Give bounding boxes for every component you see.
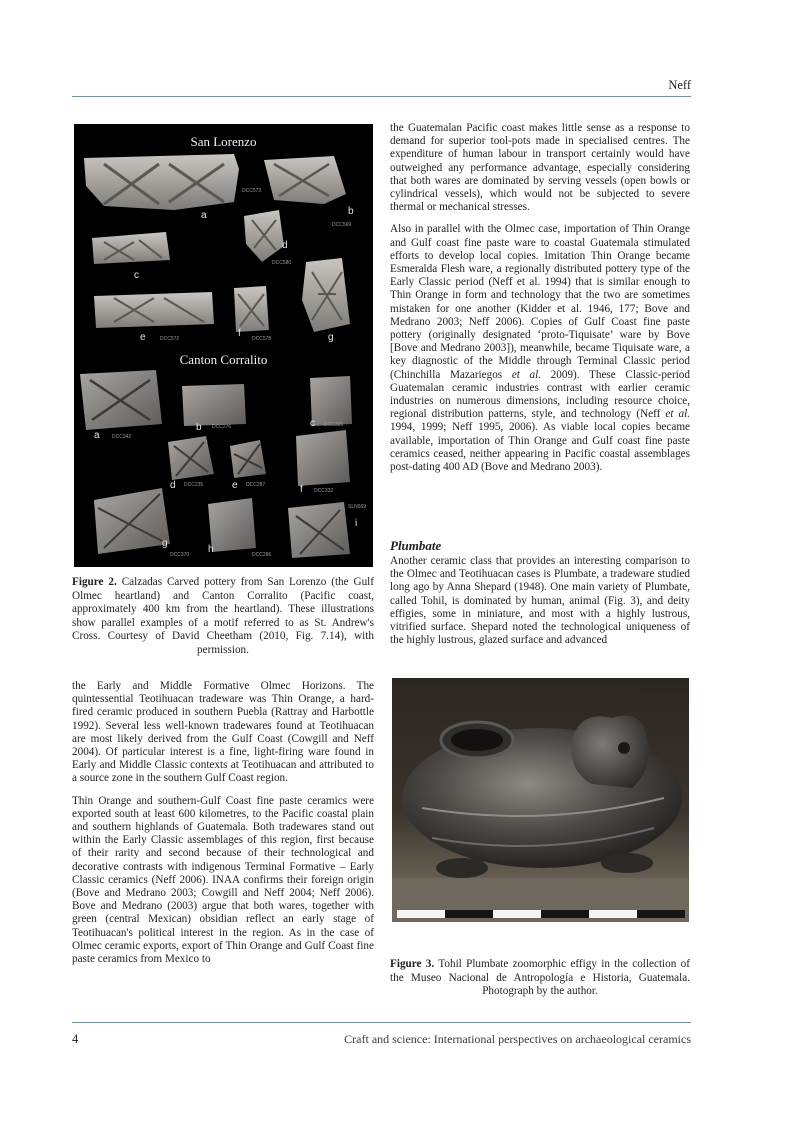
running-header-author: Neff [668,78,691,92]
pottery-sherds-illustration [74,124,373,567]
fig-label: d [282,240,288,251]
site-label-san-lorenzo: San Lorenzo [190,134,257,149]
caption-text: Tohil Plumbate zoomorphic effigy in the collection of the Museo Nacional de Antropología e Historia, Guatemala. Photograph by the author. [390,958,690,997]
catalog-number: DCC573 [242,188,262,194]
header-rule [72,96,691,97]
catalog-number: DCC572 [160,336,180,342]
caption-text: Calzadas Carved pottery from San Lorenzo (the Gulf Olmec heartland) and Canton Corralito (Pacific coast, approximately 400 km from the heartland). These illustrations show parallel examples of a motif referred to as St. Andrew's Cross. Courtesy of David Cheetham (2010, Fig. 7.14), with permission. [72,576,375,656]
catalog-number: SLN569 [348,504,367,510]
catalog-number: DCC342 [112,434,132,440]
paragraph [390,223,690,474]
text-run: et al. [665,408,690,421]
figure-3-caption [390,958,690,999]
fig-label: h [208,544,214,555]
catalog-number: DCC235 [184,482,204,488]
right-column [390,122,690,483]
caption-label: Figure 2. [72,576,117,588]
fig-label: c [134,270,139,281]
catalog-number: DCC370 [170,552,190,558]
fig-label: g [328,332,334,343]
caption-label: Figure 3. [390,958,435,970]
fig-label: e [140,332,146,343]
fig-label: i [355,518,358,529]
fig-label: e [232,480,238,491]
fig-label: c [310,418,315,429]
fig-label: b [348,206,354,217]
catalog-number: DCC569 [332,222,352,228]
catalog-number: DCC276 [212,424,232,430]
fig-label: b [196,422,202,433]
paragraph: the Guatemalan Pacific coast makes little sense as a response to demand for superior tool-pots made in specialised centres. The expenditure of human labour in transport certainly would have outweighed any performance advantage, especially considering that both wares are dominated by serving vessels (open bowls or cylindrical vessels), which would not be subjected to severe thermal or mechanical stresses. [390,122,690,214]
paragraph: the Early and Middle Formative Olmec Horizons. The quintessential Teotihuacan tradeware was Thin Orange, a hard-fired ceramic produced in southern Puebla (Rattray and Harbottle 1992). Several less well-known tradewares found at Teotihuacan are most likely derived from the Gulf Coast (Cowgill and Neff 2004). Of particular interest is a fine, light-firing ware found in Early and Middle Classic contexts at Teotihuacan and attributed to a source zone in the southern Gulf Coast region. [72,680,374,785]
figure-2-image [74,124,373,567]
paragraph: Another ceramic class that provides an interesting comparison to the Olmec and Teotihuacan cases is Plumbate, a tradeware studied long ago by Anna Shepard (1948). One main variety of Plumbate, called Tohil, is dominated by human, animal (Fig. 3), and deity effigies, some in miniature, and most with a highly lustrous, vitrified surface. Shepard noted the technological uniqueness of the highly lustrous, glazed surface and advanced [390,555,690,647]
figure-3-image [392,678,689,922]
site-label-canton-corralito: Canton Corralito [179,352,268,367]
left-column [72,680,374,975]
right-column-continued [390,555,690,656]
fig-label: g [162,538,168,549]
figure-2-caption [72,576,374,657]
text-run: et al. [511,368,542,381]
fig-label: f [238,328,241,339]
page-number: 4 [72,1032,79,1046]
fig-label: d [170,480,176,491]
catalog-number: DCC300 [324,422,344,428]
fig-label: a [94,430,100,441]
catalog-number: DCC287 [246,482,266,488]
text-run: Also in parallel with the Olmec case, importation of Thin Orange and Gulf coast fine paste ware to coastal Guatemala stimulated efforts to develop local copies. Imitation Thin Orange became Esmeralda Flesh ware, a regionally distributed pottery type of the Early Classic period (Neff et al. 1994) that is similar enough to Thin Orange in form and technology that the two are sometimes mistaken for one another (Kidder et al. 1946, 177; Bove and Medrano 2003; Neff 2006). Copies of Gulf Coast fine paste pottery (originally designated ‘proto-Tiquisate’ ware by Bove [Bove and Medrano 2003]), meanwhile, became Tiquisate ware, a key diagnostic of the Middle through Terminal Classic period (Chinchilla Mazariegos [390,223,690,381]
catalog-number: DCC578 [252,336,272,342]
text-run: 1994, 1999; Neff 1995, 2006). As viable local copies became available, importation of Thin Orange and Gulf coast fine paste ceramics ceased, neither appearing in Pacific coastal assemblages post-dating 400 AD (Bove and Medrano 2003). [390,421,690,474]
section-heading-plumbate: Plumbate [390,538,442,553]
running-footer-title: Craft and science: International perspectives on archaeological ceramics [344,1032,691,1046]
plumbate-effigy-photo [392,678,689,922]
catalog-number: DCC580 [272,260,292,266]
fig-label: a [201,210,207,221]
text-run: 2009). These Classic-period Guatemalan ceramic industries contrast with earlier ceramic industries on numerous dimensions, including resource choice, regional distribution patterns, style, and technology (Neff [390,368,690,421]
paragraph: Thin Orange and southern-Gulf Coast fine paste ceramics were exported south at least 600 kilometres, to the Pacific coastal plain and southern highlands of Guatemala. Both tradewares stand out within the Early Classic assemblages of this region, first because of their rarity and second because of their technological and decorative contrasts with indigenous Terminal Formative – Early Classic ceramics (Neff 2006). INAA confirms their foreign origin (Bove and Medrano 2003; Cowgill and Neff 2004; Neff 2006). Bove and Medrano (2003) argue that both wares, together with green (central Mexican) obsidian reflect an early stage of Teotihuacan's political interest in the region. As in the case of Olmec ceramic exports, export of Thin Orange and Gulf Coast fine paste ceramics from Mexico to [72,794,374,966]
catalog-number: DCC286 [252,552,272,558]
fig-label: f [300,484,303,495]
catalog-number: DCC332 [314,488,334,494]
footer-rule [72,1022,691,1023]
